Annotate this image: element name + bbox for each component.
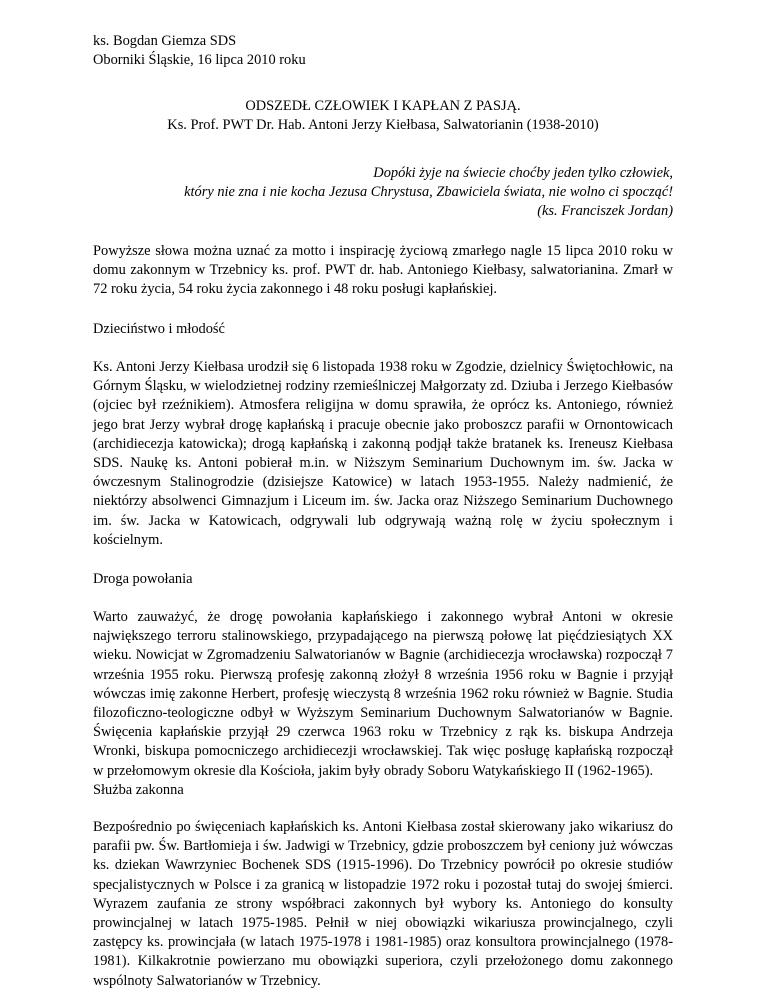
motto-line-2: który nie zna i nie kocha Jezusa Chrystusa, Zbawiciela świata, nie wolno ci spocząć! <box>184 184 673 201</box>
document-header <box>93 32 673 70</box>
childhood-paragraph: Ks. Antoni Jerzy Kiełbasa urodził się 6 listopada 1938 roku w Zgodzie, dzielnicy Świętochłowic, na Górnym Śląsku, w wielodzietnej rodziny rzemieślniczej Małgorzaty zd. Dziuba i Jerzego Kiełbasów (ojciec był rzeźnikiem). Atmosfera religijna w domu sprawiła, że oprócz ks. Antoniego, również jego brat Jerzy wybrał drogę kapłańską i pracuje obecnie jako proboszcz parafii w Ornontowicach (archidiecezja katowicka); drogą kapłańską i zakonną podjął także bratanek ks. Ireneusz Kiełbasa SDS. Naukę ks. Antoni pobierał m.in. w Niższym Seminarium Duchownym im. św. Jacka w ówczesnym Stalinogrodzie (dzisiejsze Katowice) w latach 1953-1955. Należy nadmienić, że niektórzy absolwenci Gimnazjum i Liceum im. św. Jacka oraz Niższego Seminarium Duchownego im. św. Jacka w Katowicach, odgrywali lub odgrywają ważną rolę w życiu społecznym i kościelnym. <box>93 359 673 548</box>
vocation-paragraph: Warto zauważyć, że drogę powołania kapłańskiego i zakonnego wybrał Antoni w okresie największego terroru stalinowskiego, przypadającego na pierwszą połowę lat pięćdziesiątych XX wieku. Nowicjat w Zgromadzeniu Salwatorianów w Bagnie (archidiecezja wrocławska) rozpoczął 7 września 1955 roku. Pierwszą profesję zakonną złożył 8 września 1956 roku w Bagnie i przyjął wówczas imię zakonne Herbert, profesję wieczystą 8 września 1962 roku również w Bagnie. Studia filozoficzno-teologiczne odbył w Wyższym Seminarium Duchownym Salwatorianów w Bagnie. Święcenia kapłańskie przyjął 29 czerwca 1963 roku w Trzebnicy z rąk ks. biskupa Andrzeja Wronki, biskupa pomocniczego archidiecezji wrocławskiej. Tak więc posługę kapłańską rozpoczął w przełomowym okresie dla Kościoła, jakim były obrady Soboru Watykańskiego II (1962-1965). <box>93 609 673 779</box>
motto-attribution: (ks. Franciszek Jordan) <box>537 203 673 220</box>
subtitle: Ks. Prof. PWT Dr. Hab. Antoni Jerzy Kiełbasa, Salwatorianin (1938-2010) <box>167 117 599 134</box>
section-heading-service: Służba zakonna <box>93 782 184 798</box>
title-block <box>93 97 673 135</box>
author-line: ks. Bogdan Giemza SDS <box>93 33 237 49</box>
intro-paragraph: Powyższe słowa można uznać za motto i inspirację życiową zmarłego nagle 15 lipca 2010 roku w domu zakonnym w Trzebnicy ks. prof. PWT dr. hab. Antoniego Kiełbasy, salwatorianina. Zmarł w 72 roku życia, 54 roku życia zakonnego i 48 roku posługi kapłańskiej. <box>93 243 673 298</box>
place-date-line: Oborniki Śląskie, 16 lipca 2010 roku <box>93 52 306 69</box>
service-paragraph: Bezpośrednio po święceniach kapłańskich ks. Antoni Kiełbasa został skierowany jako wikariusz do parafii pw. Św. Bartłomieja i św. Jadwigi w Trzebnicy, gdzie proboszczem był ceniony już wówczas ks. dziekan Wawrzyniec Bochenek SDS (1915-1996). Do Trzebnicy powrócił po okresie studiów specjalistycznych w Polsce i za granicą w listopadzie 1972 roku i pozostał tutaj do swojej śmierci. Wyrazem zaufania ze strony współbraci zakonnych był wybory ks. Antoniego do konsulty prowincjalnej w latach 1975-1985. Pełnił w niej obowiązki wikariusza prowincjalnego, czyli zastępcy ks. prowincjała (w latach 1975-1978 i 1981-1985) oraz konsultora prowincjalnego (1978-1981). Kilkakrotnie powierzano mu obowiązki superiora, czyli przełożonego domu zakonnego wspólnoty Salwatorianów w Trzebnicy. <box>93 819 673 989</box>
section-heading-childhood: Dzieciństwo i młodość <box>93 321 225 337</box>
motto-quote <box>93 164 673 222</box>
section-heading-vocation: Droga powołania <box>93 571 193 587</box>
motto-line-1: Dopóki żyje na świecie choćby jeden tylko człowiek, <box>373 165 673 181</box>
main-title: ODSZEDŁ CZŁOWIEK I KAPŁAN Z PASJĄ. <box>245 98 521 114</box>
